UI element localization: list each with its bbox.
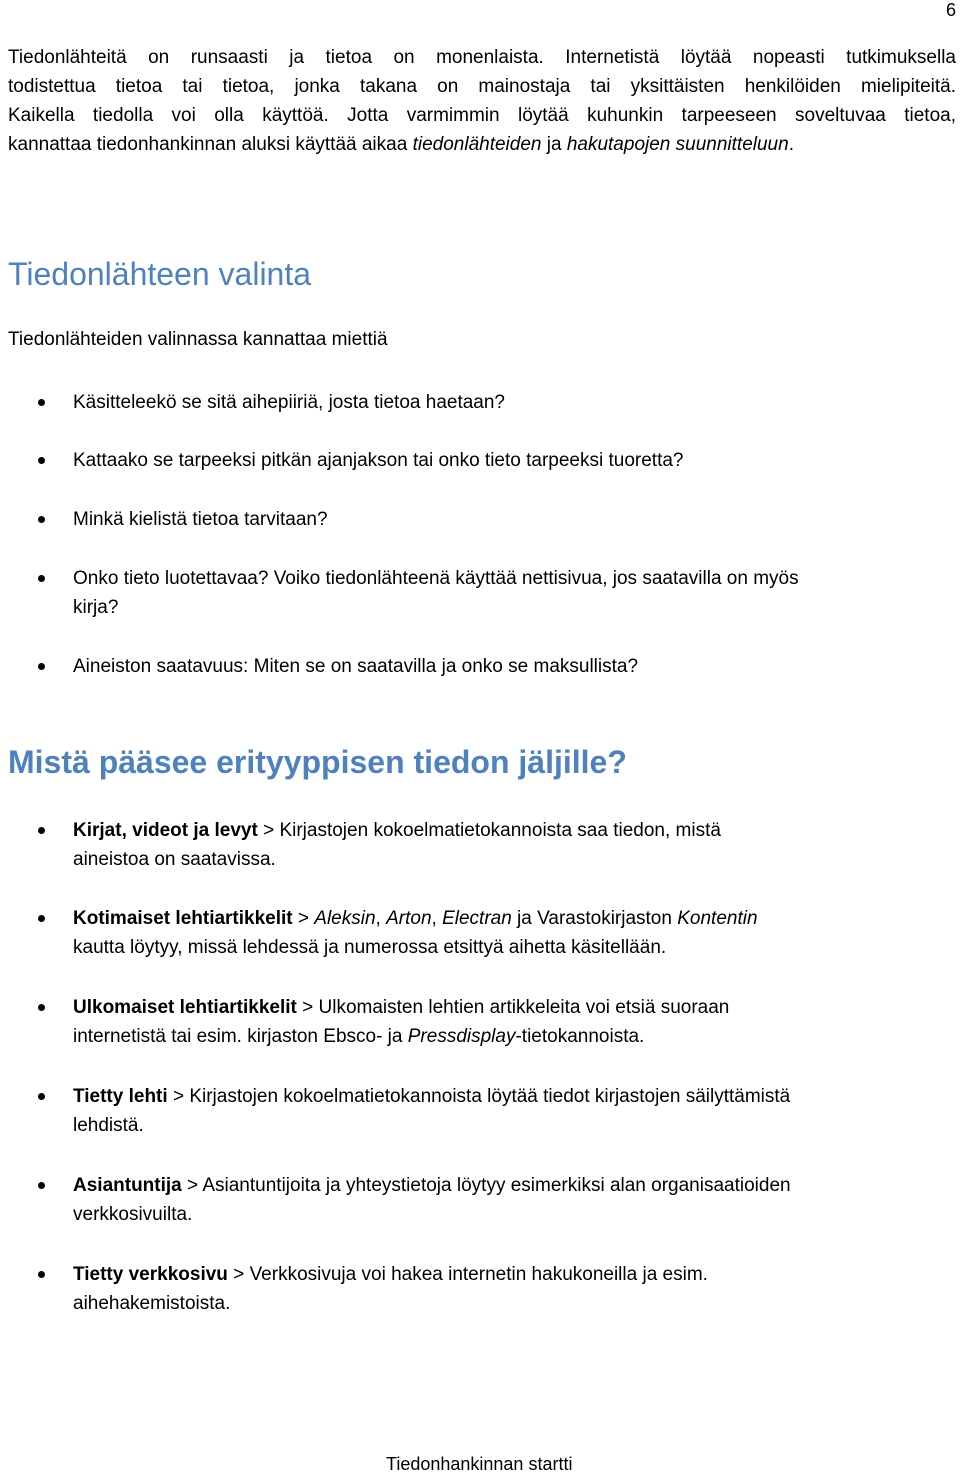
intro-text: kannattaa tiedonhankinnan aluksi käyttää aikaa [8, 134, 413, 155]
list-item-line: internetistä tai esim. kirjaston Ebsco- ja [73, 1026, 408, 1047]
punctuation: , [431, 908, 443, 929]
bullet-icon [38, 827, 45, 834]
separator-arrow: > [181, 1175, 203, 1196]
list-item-description: Kirjastojen kokoelmatietokannoista saa tiedon, mistä [279, 820, 721, 841]
intro-line [8, 130, 956, 159]
list-item-title: Tietty lehti [73, 1086, 168, 1107]
list-item-line: -tietokannoista. [515, 1026, 645, 1047]
list-item-text: Käsitteleekö se sitä aihepiiriä, josta tietoa haetaan? [73, 392, 505, 413]
bullet-icon [38, 1182, 45, 1189]
bullet-icon [38, 399, 45, 406]
database-name: Arton [386, 908, 432, 929]
intro-italic-text: hakutapojen suunnitteluun [566, 134, 789, 155]
list-item-text: Kattaako se tarpeeksi pitkän ajanjakson tai onko tieto tarpeeksi tuoretta? [73, 450, 684, 471]
list-item-title: Kotimaiset lehtiartikkelit [73, 908, 293, 929]
section-heading-where-to-find: Mistä pääsee erityyppisen tiedon jäljille? [8, 744, 627, 780]
separator-arrow: > [167, 1086, 190, 1107]
list-item-title: Tietty verkkosivu [73, 1264, 228, 1285]
list-item-title: Asiantuntija [73, 1175, 182, 1196]
section-heading-source-selection: Tiedonlähteen valinta [8, 256, 312, 292]
intro-italic-text: tiedonlähteiden [412, 134, 542, 155]
separator-arrow: > [227, 1264, 250, 1285]
intro-text: ja [541, 134, 567, 155]
page-number: 6 [945, 0, 956, 20]
separator-arrow: > [292, 908, 315, 929]
punctuation: , [375, 908, 387, 929]
list-item-text [73, 993, 943, 1051]
list-item-line: kirja? [73, 597, 119, 618]
list-item-line: verkkosivuilta. [73, 1204, 193, 1225]
list-item-text [73, 1260, 943, 1318]
list-item-text: Aineiston saatavuus: Miten se on saatavilla ja onko se maksullista? [73, 656, 639, 677]
intro-text: . [788, 134, 794, 155]
section-lead-text: Tiedonlähteiden valinnassa kannattaa miettiä [8, 329, 388, 350]
database-name: Pressdisplay [407, 1026, 516, 1047]
separator-arrow: > [296, 997, 319, 1018]
intro-line: Kaikella tiedolla voi olla käyttöä. Jotta varmimmin löytää kuhunkin tarpeeseen soveltuvaa tietoa, [8, 105, 956, 126]
bullet-icon [38, 915, 45, 922]
list-item-description: Verkkosivuja voi hakea internetin hakukoneilla ja esim. [249, 1264, 708, 1285]
list-item-line: aihehakemistoista. [73, 1293, 231, 1314]
list-item-description: ja Varastokirjaston [511, 908, 678, 929]
list-item-text [73, 816, 943, 874]
list-item-title: Ulkomaiset lehtiartikkelit [73, 997, 297, 1018]
list-item-title: Kirjat, videot ja levyt [73, 820, 258, 841]
database-name: Aleksin [314, 908, 376, 929]
list-item-text [73, 1082, 943, 1140]
intro-line: todistettua tietoa tai tietoa, jonka takana on mainostaja tai yksittäisten henkilöiden mielipiteitä. [8, 76, 956, 97]
bullet-icon [38, 1004, 45, 1011]
list-item-description: Kirjastojen kokoelmatietokannoista löytää tiedot kirjastojen säilyttämistä [189, 1086, 791, 1107]
bullet-icon [38, 1271, 45, 1278]
bullet-icon [38, 457, 45, 464]
page-footer: Tiedonhankinnan startti [386, 1454, 573, 1474]
list-item-text: Minkä kielistä tietoa tarvitaan? [73, 509, 328, 530]
bullet-icon [38, 575, 45, 582]
list-item-line: aineistoa on saatavissa. [73, 849, 276, 870]
separator-arrow: > [257, 820, 280, 841]
database-name: Kontentin [677, 908, 758, 929]
list-item-text [73, 904, 943, 962]
list-item-line: lehdistä. [73, 1115, 144, 1136]
bullet-icon [38, 1093, 45, 1100]
intro-paragraph [8, 43, 956, 159]
bullet-icon [38, 516, 45, 523]
bullet-icon [38, 663, 45, 670]
list-item-text [73, 564, 943, 622]
list-item-line: Onko tieto luotettavaa? Voiko tiedonlähteenä käyttää nettisivua, jos saatavilla on myös [73, 568, 799, 589]
database-name: Electran [442, 908, 512, 929]
list-item-text [73, 1171, 943, 1229]
list-item-line: kautta löytyy, missä lehdessä ja numerossa etsittyä aihetta käsitellään. [73, 937, 667, 958]
list-item-description: Asiantuntijoita ja yhteystietoja löytyy esimerkiksi alan organisaatioiden [202, 1175, 791, 1196]
intro-line: Tiedonlähteitä on runsaasti ja tietoa on monenlaista. Internetistä löytää nopeasti tutkimuksella [8, 47, 956, 68]
list-item-description: Ulkomaisten lehtien artikkeleita voi etsiä suoraan [318, 997, 730, 1018]
